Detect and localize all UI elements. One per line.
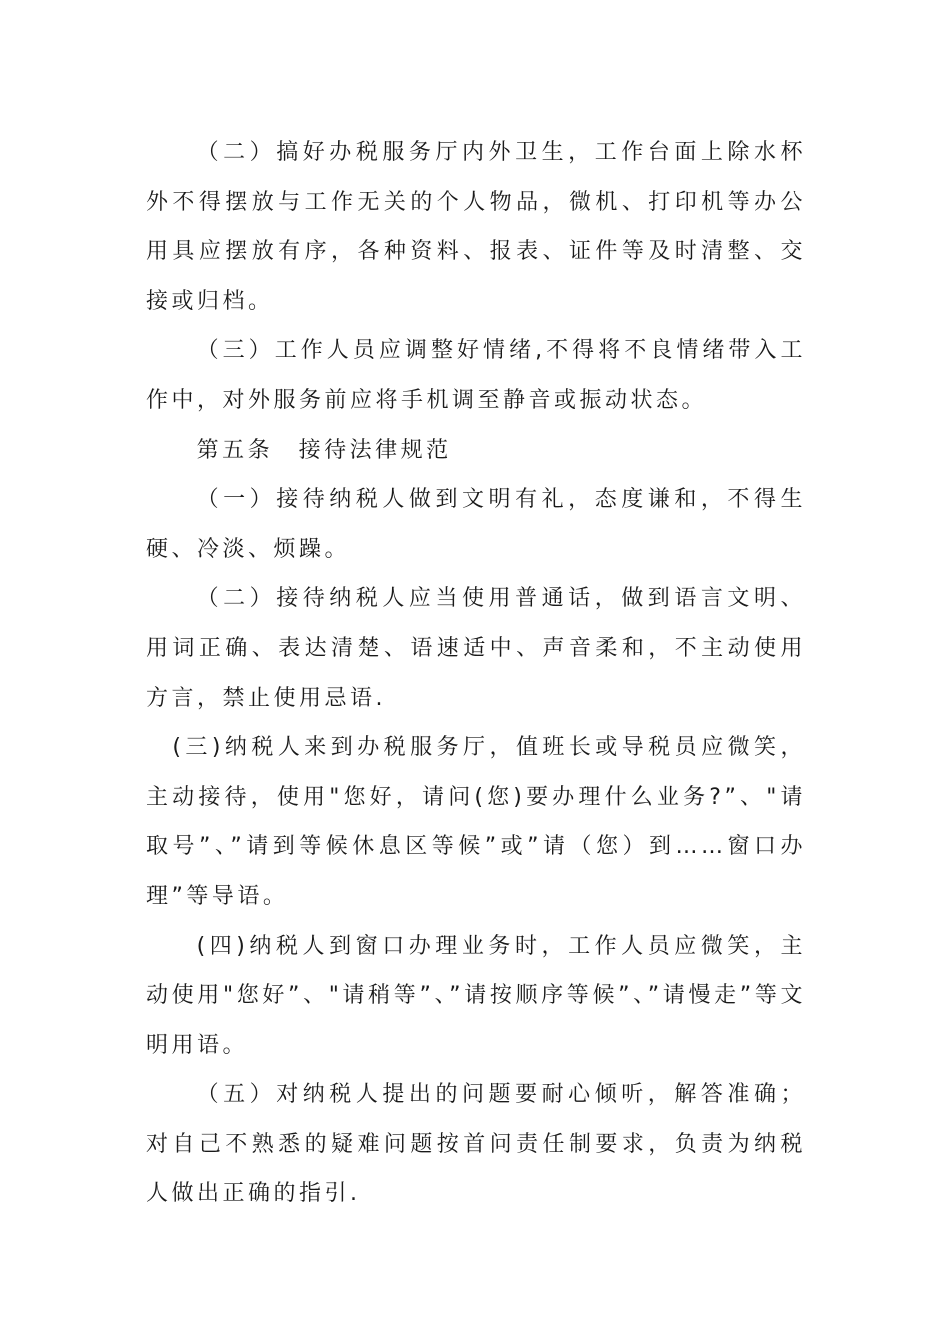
paragraph-courtesy: （一）接待纳税人做到文明有礼，态度谦和，不得生硬、冷淡、烦躁。 <box>146 487 806 562</box>
paragraph-questions: （五）对纳税人提出的问题要耐心倾听，解答准确；对自己不熟悉的疑难问题按首问责任制要求，负责为纳税人做出正确的指引. <box>146 1082 806 1207</box>
paragraph-window: (四)纳税人到窗口办理业务时，工作人员应微笑，主动使用"您好”、"请稍等”、”请按顺序等候”、”请慢走”等文明用语。 <box>146 933 806 1058</box>
paragraph-mandarin: （二）接待纳税人应当使用普通话，做到语言文明、用词正确、表达清楚、语速适中、声音柔和，不主动使用方言，禁止使用忌语. <box>146 586 806 711</box>
article-heading: 第五条 接待法律规范 <box>196 437 452 463</box>
paragraph-clean-hall: （二）搞好办税服务厅内外卫生，工作台面上除水杯外不得摆放与工作无关的个人物品，微机、打印机等办公用具应摆放有序，各种资料、报表、证件等及时清整、交接或归档。 <box>146 140 806 314</box>
document-body <box>146 128 806 1219</box>
paragraph-reception: (三)纳税人来到办税服务厅，值班长或导税员应微笑，主动接待，使用"您好，请问(您)要办理什么业务?”、"请取号”、”请到等候休息区等候”或”请（您）到……窗口办理”等导语。 <box>146 735 806 909</box>
paragraph-emotion: （三）工作人员应调整好情绪,不得将不良情绪带入工作中，对外服务前应将手机调至静音或振动状态。 <box>146 338 806 413</box>
